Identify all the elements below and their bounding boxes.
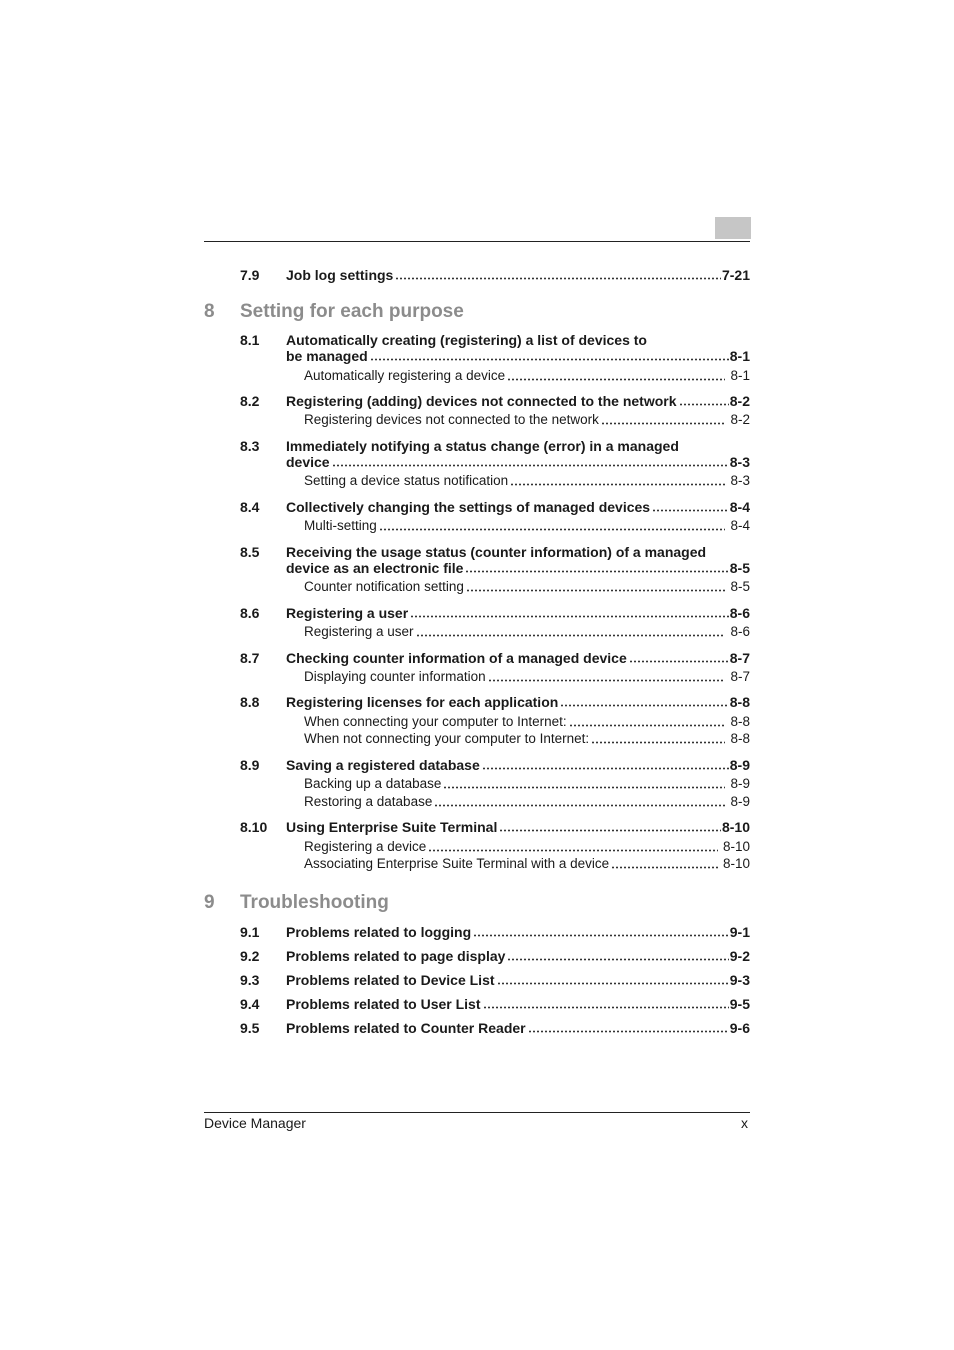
leader-dots — [652, 500, 729, 512]
leader-dots — [416, 625, 726, 637]
page-ref: 8-8 — [730, 731, 750, 746]
subsection-title: Multi-setting — [304, 518, 377, 533]
page-ref: 8-7 — [729, 650, 750, 666]
chapter-tab-marker — [715, 217, 751, 239]
section-number: 8.8 — [240, 694, 260, 710]
leader-dots — [499, 820, 721, 832]
section-title: Using Enterprise Suite Terminal — [286, 819, 498, 835]
leader-dots — [395, 268, 721, 280]
section-title: Problems related to logging — [286, 924, 472, 940]
section-title: Collectively changing the settings of managed devices — [286, 499, 651, 515]
page-ref: 8-4 — [730, 518, 750, 533]
leader-dots — [488, 670, 726, 682]
subsection-title: Displaying counter information — [304, 669, 486, 684]
subsection-title: Setting a device status notification — [304, 473, 509, 488]
page-ref: 9-5 — [729, 996, 750, 1012]
section-number: 8.1 — [240, 332, 260, 348]
subsection-title: Registering a user — [304, 624, 414, 639]
section-number: 8.10 — [240, 819, 268, 835]
section-title-line1: Receiving the usage status (counter information) of a managed — [286, 544, 707, 560]
section-title: device — [286, 454, 330, 470]
section-title: Job log settings — [286, 267, 394, 283]
footer-manual-title: Device Manager — [204, 1115, 306, 1131]
page-ref: 9-3 — [729, 972, 750, 988]
section-number: 8.4 — [240, 499, 260, 515]
subsection-title: Registering a device — [304, 839, 427, 854]
section-title: device as an electronic file — [286, 560, 464, 576]
footer-rule — [204, 1112, 750, 1113]
leader-dots — [379, 519, 726, 531]
page-ref: 8-9 — [729, 757, 750, 773]
subsection-title: When not connecting your computer to Internet: — [304, 731, 590, 746]
footer-page-number: x — [741, 1115, 748, 1131]
section-number: 8.9 — [240, 757, 260, 773]
leader-dots — [679, 394, 729, 406]
page-ref: 8-8 — [729, 694, 750, 710]
page-ref: 8-3 — [730, 473, 750, 488]
page-ref: 8-9 — [730, 794, 750, 809]
page-ref: 8-2 — [729, 393, 750, 409]
header-rule — [204, 241, 750, 242]
leader-dots — [370, 349, 729, 361]
leader-dots — [591, 732, 725, 744]
subsection-title: Restoring a database — [304, 794, 433, 809]
page-ref: 9-2 — [729, 948, 750, 964]
chapter-number: 8 — [204, 301, 215, 322]
leader-dots — [466, 580, 726, 592]
section-title: Checking counter information of a managed device — [286, 650, 627, 666]
leader-dots — [510, 474, 725, 486]
section-title-line1: Automatically creating (registering) a list of devices to — [286, 332, 647, 348]
page-ref: 8-1 — [729, 348, 750, 364]
page-ref: 8-5 — [729, 560, 750, 576]
leader-dots — [569, 715, 726, 727]
section-title: Saving a registered database — [286, 757, 480, 773]
section-number: 9.3 — [240, 972, 260, 988]
leader-dots — [482, 758, 729, 770]
subsection-title: Associating Enterprise Suite Terminal with a device — [304, 856, 610, 871]
page-ref: 8-5 — [730, 579, 750, 594]
section-number: 8.3 — [240, 438, 260, 454]
section-number: 7.9 — [240, 267, 260, 283]
section-number: 9.2 — [240, 948, 260, 964]
page-ref: 8-10 — [722, 856, 750, 871]
subsection-title: Registering devices not connected to the network — [304, 412, 599, 427]
page-ref: 8-3 — [729, 454, 750, 470]
chapter-number: 9 — [204, 892, 215, 913]
chapter-title: Setting for each purpose — [240, 301, 464, 322]
section-number: 9.4 — [240, 996, 260, 1012]
leader-dots — [332, 455, 729, 467]
leader-dots — [560, 695, 728, 707]
page-ref: 7-21 — [721, 267, 750, 283]
page-ref: 8-6 — [730, 624, 750, 639]
leader-dots — [483, 997, 729, 1009]
page-ref: 8-1 — [730, 368, 750, 383]
section-title: Registering a user — [286, 605, 409, 621]
page-ref: 8-2 — [730, 412, 750, 427]
page-ref: 9-1 — [729, 924, 750, 940]
section-title: Problems related to User List — [286, 996, 481, 1012]
subsection-title: When connecting your computer to Internet: — [304, 714, 567, 729]
leader-dots — [434, 795, 725, 807]
leader-dots — [497, 973, 729, 985]
leader-dots — [601, 413, 726, 425]
page-ref: 8-9 — [730, 776, 750, 791]
page-ref: 8-10 — [722, 839, 750, 854]
section-title: be managed — [286, 348, 368, 364]
section-title: Problems related to Counter Reader — [286, 1020, 526, 1036]
section-number: 8.7 — [240, 650, 260, 666]
section-number: 8.6 — [240, 605, 260, 621]
leader-dots — [465, 561, 728, 573]
leader-dots — [410, 606, 729, 618]
leader-dots — [629, 651, 729, 663]
page-ref: 9-6 — [729, 1020, 750, 1036]
section-title: Problems related to page display — [286, 948, 506, 964]
section-number: 8.5 — [240, 544, 260, 560]
section-number: 9.1 — [240, 924, 260, 940]
page-ref: 8-10 — [721, 819, 750, 835]
leader-dots — [507, 369, 725, 381]
section-title: Problems related to Device List — [286, 972, 495, 988]
section-title: Registering (adding) devices not connected to the network — [286, 393, 677, 409]
leader-dots — [507, 949, 728, 961]
subsection-title: Automatically registering a device — [304, 368, 506, 383]
leader-dots — [428, 840, 718, 852]
leader-dots — [473, 925, 729, 937]
page-ref: 8-6 — [729, 605, 750, 621]
leader-dots — [443, 777, 725, 789]
chapter-title: Troubleshooting — [240, 892, 389, 913]
page-ref: 8-7 — [730, 669, 750, 684]
section-title: Registering licenses for each application — [286, 694, 559, 710]
leader-dots — [611, 857, 718, 869]
section-number: 8.2 — [240, 393, 260, 409]
leader-dots — [528, 1021, 729, 1033]
section-number: 9.5 — [240, 1020, 260, 1036]
page-ref: 8-8 — [730, 714, 750, 729]
subsection-title: Backing up a database — [304, 776, 442, 791]
subsection-title: Counter notification setting — [304, 579, 464, 594]
page-ref: 8-4 — [729, 499, 750, 515]
section-title-line1: Immediately notifying a status change (error) in a managed — [286, 438, 679, 454]
